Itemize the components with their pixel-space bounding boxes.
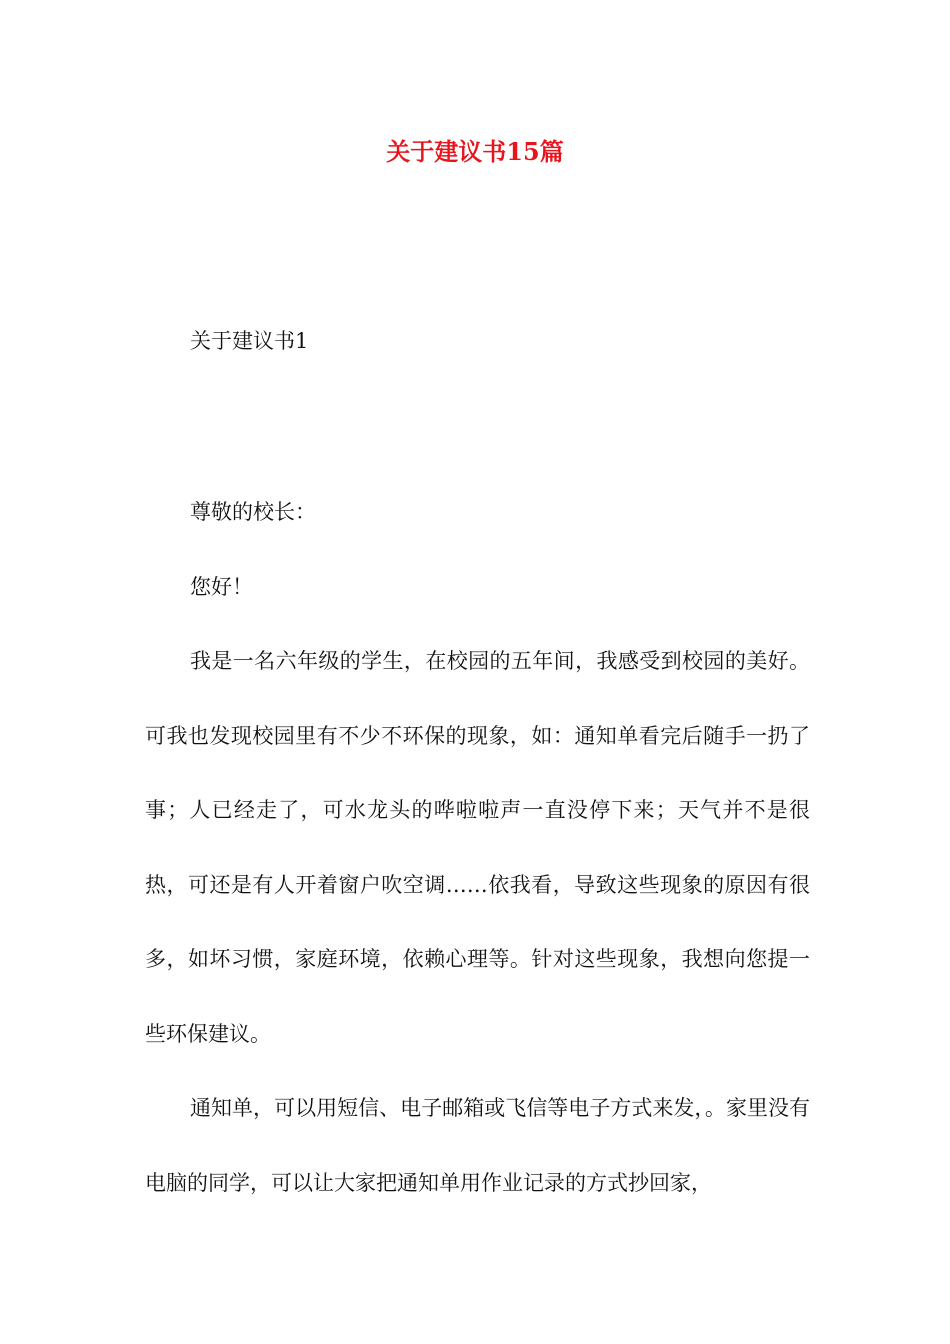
greeting: 您好！ xyxy=(190,574,253,599)
body-paragraph: 通知单，可以用短信、电子邮箱或飞信等电子方式来发，。家里没有电脑的同学，可以让大家把通知单用作业记录的方式抄回家， xyxy=(145,1096,810,1195)
document-body xyxy=(145,475,810,1220)
salutation: 尊敬的校长： xyxy=(190,500,316,524)
body-paragraph: 我是一名六年级的学生，在校园的五年间，我感受到校园的美好。可我也发现校园里有不少不环保的现象，如：通知单看完后随手一扔了事；人已经走了，可水龙头的哗啦啦声一直没停下来；天气并不是很热，可还是有人开着窗户吹空调……依我看，导致这些现象的原因有很多，如坏习惯，家庭环境，依赖心理等。针对这些现象，我想向您提一些环保建议。 xyxy=(145,649,810,1046)
document-title: 关于建议书15篇 xyxy=(386,137,564,166)
section-heading: 关于建议书1 xyxy=(190,329,309,353)
